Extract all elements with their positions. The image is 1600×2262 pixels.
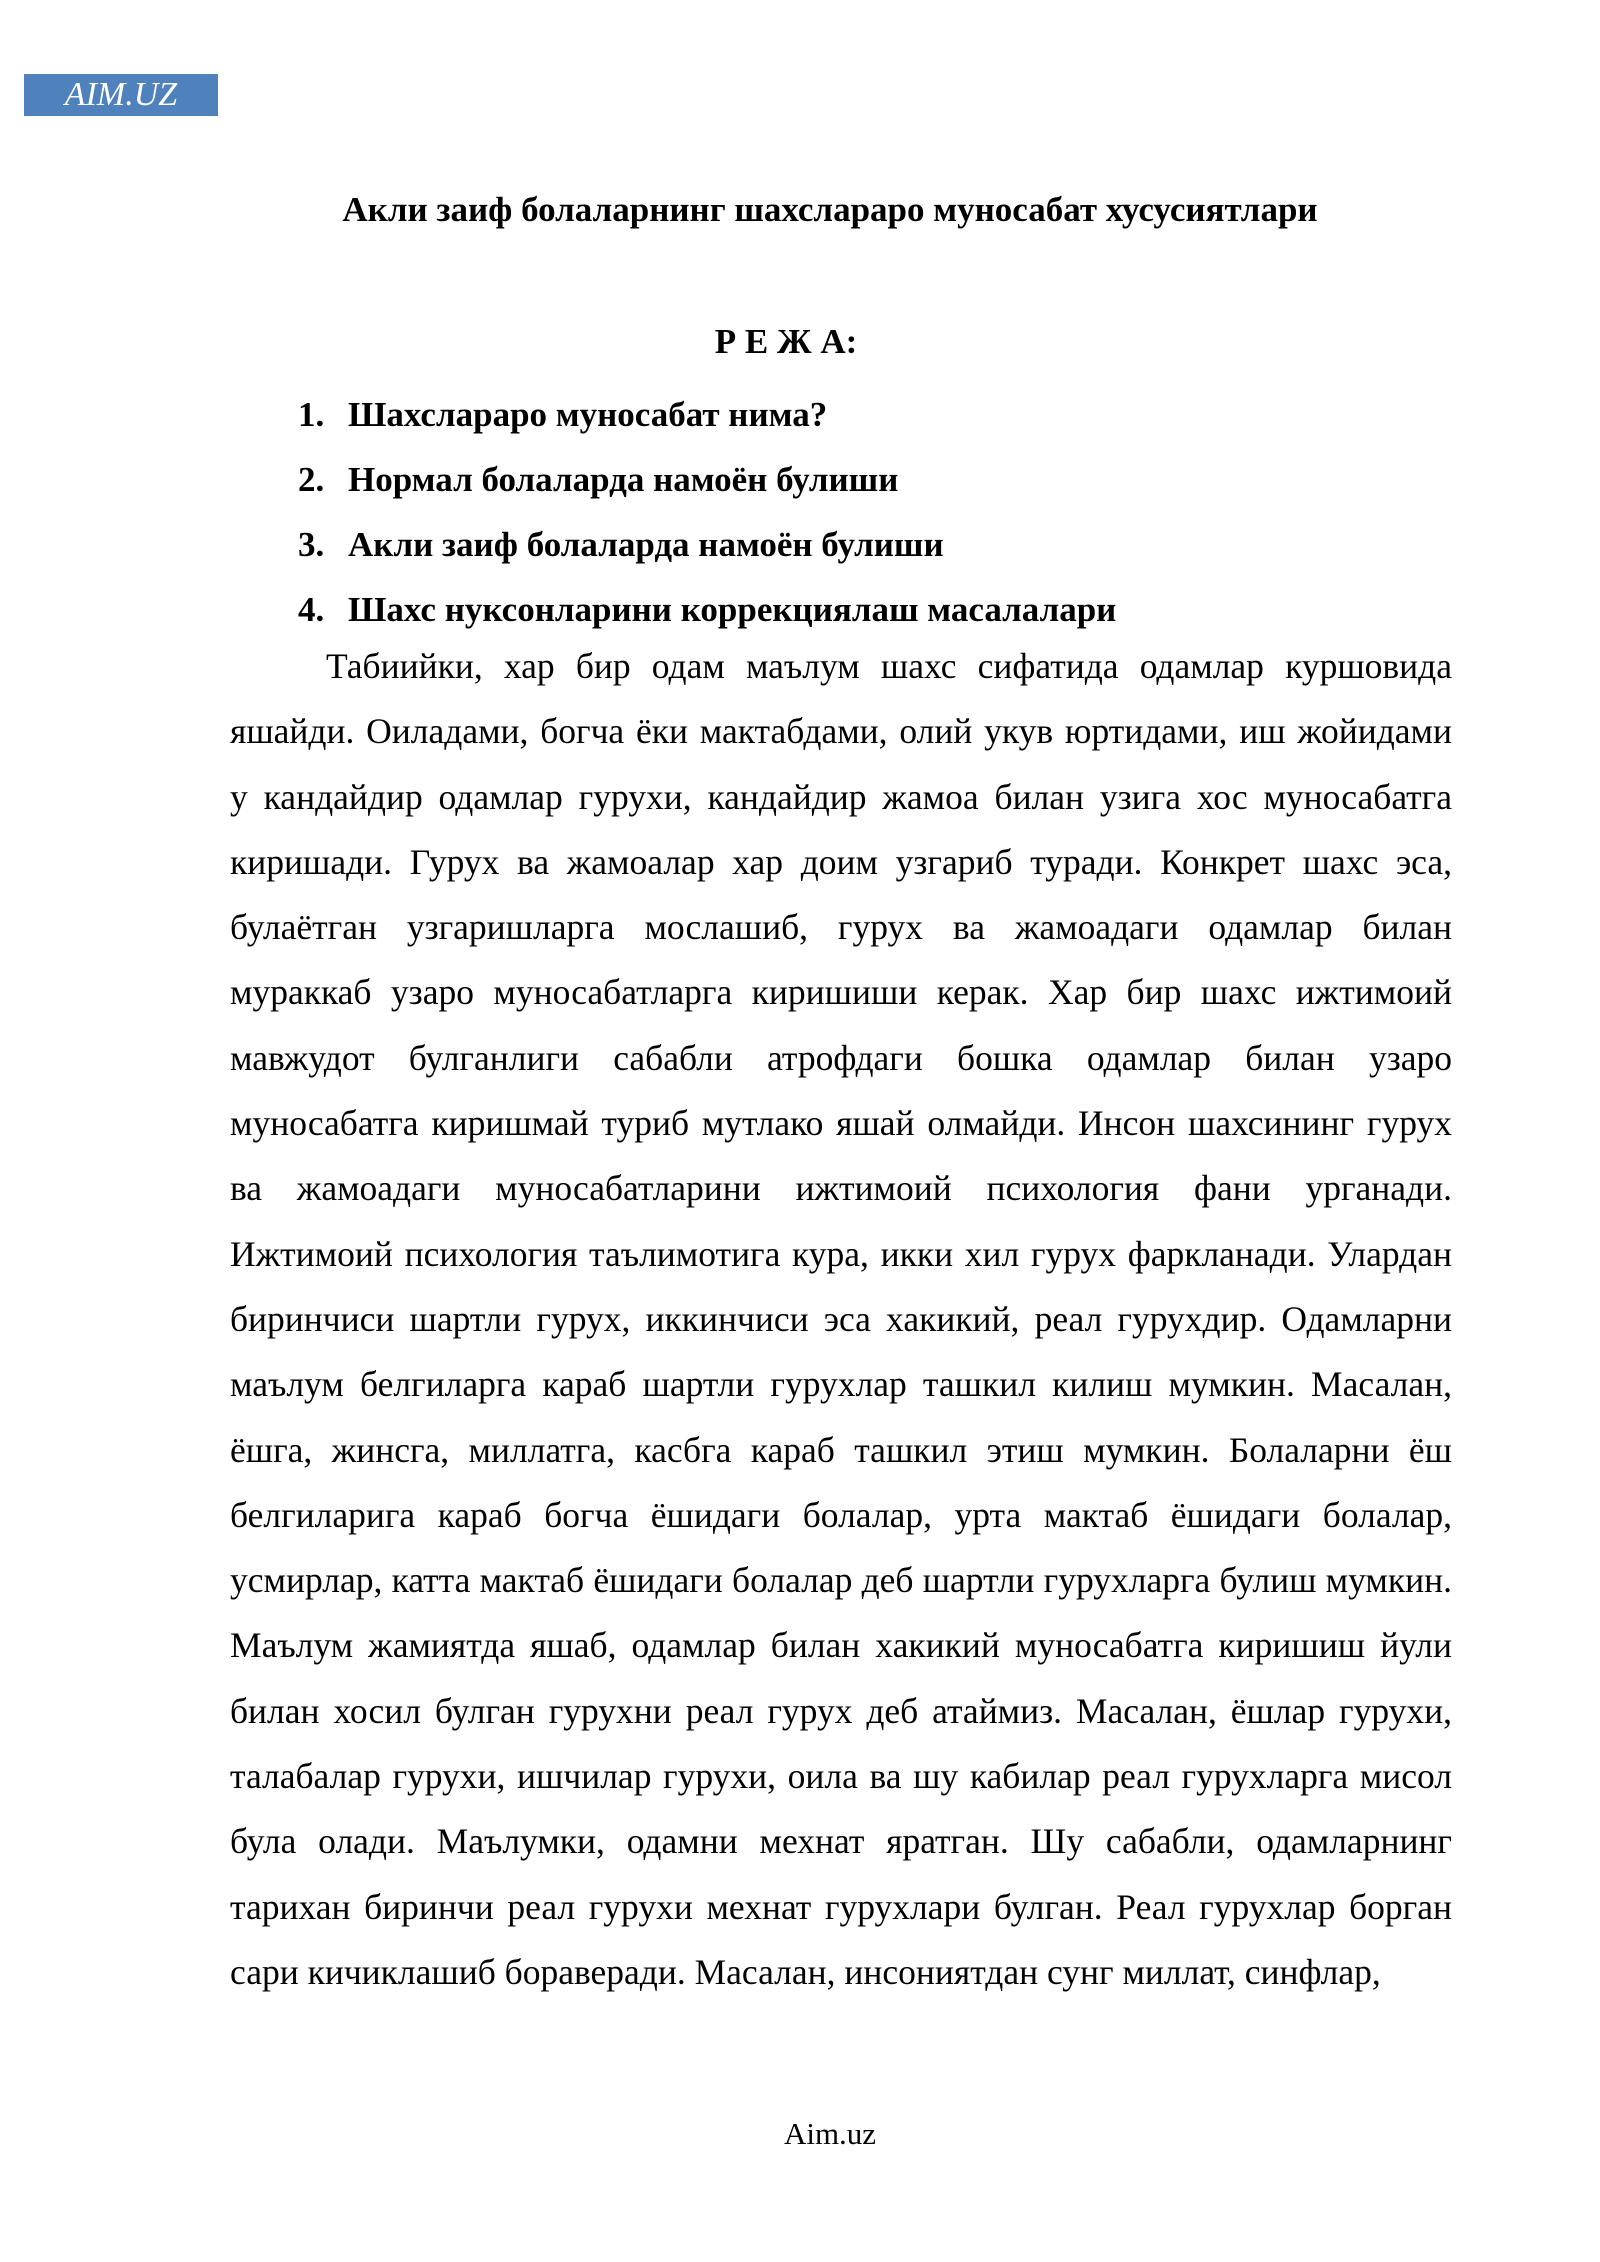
plan-item <box>298 512 1116 577</box>
page-footer: Aim.uz <box>783 2116 877 2151</box>
plan-item <box>298 382 1116 447</box>
plan-list <box>298 382 1116 642</box>
plan-item-number: 3. <box>298 525 325 564</box>
plan-item-text: Шахс нуксонларини коррекциялаш масалалари <box>348 590 1117 629</box>
plan-item-number: 4. <box>298 590 325 629</box>
aim-logo-badge: AIM.UZ <box>24 74 218 116</box>
plan-item <box>298 577 1116 642</box>
plan-item-number: 2. <box>298 460 325 499</box>
plan-item <box>298 447 1116 512</box>
plan-item-text: Шахслараро муносабат нима? <box>348 395 828 434</box>
plan-item-text: Акли заиф болаларда намоён булиши <box>348 525 944 564</box>
document-title: Акли заиф болаларнинг шахслараро муносабат хусусиятлари <box>342 190 1318 229</box>
plan-item-text: Нормал болаларда намоён булиши <box>348 460 899 499</box>
plan-item-number: 1. <box>298 395 325 434</box>
body-paragraph: Табиийки, хар бир одам маълум шахс сифатида одамлар куршовида яшайди. Оиладами, богча ёки мактабдами, олий укув юртидами, иш жойидами у кандайдир одамлар гурухи, кандайдир жамоа билан узига хос муносабатга киришади. Гурух ва жамоалар хар доим узгариб туради. Конкрет шахс эса, булаётган узгаришларга мослашиб, гурух ва жамоадаги одамлар билан мураккаб узаро муносабатларга киришиши керак. Хар бир шахс ижтимоий мавжудот булганлиги сабабли атрофдаги бошка одамлар билан узаро муносабатга киришмай туриб мутлако яшай олмайди. Инсон шахсининг гурух ва жамоадаги муносабатларини ижтимоий психология фани урганади. Ижтимоий психология таълимотига кура, икки хил гурух фаркланади. Улардан биринчиси шартли гурух, иккинчиси эса хакикий, реал гурухдир. Одамларни маълум белгиларга караб шартли гурухлар ташкил килиш мумкин. Масалан, ёшга, жинсга, миллатга, касбга караб ташкил этиш мумкин. Болаларни ёш белгиларига караб богча ёшидаги болалар, урта мактаб ёшидаги болалар, усмирлар, катта мактаб ёшидаги болалар деб шартли гурухларга булиш мумкин. Маълум жамиятда яшаб, одамлар билан хакикий муносабатга киришиш йули билан хосил булган гурухни реал гурух деб атаймиз. Масалан, ёшлар гурухи, талабалар гурухи, ишчилар гурухи, оила ва шу кабилар реал гурухларга мисол була олади. Маълумки, одамни мехнат яратган. Шу сабабли, одамларнинг тарихан биринчи реал гурухи мехнат гурухлари булган. Реал гурухлар борган сари кичиклашиб бораверади. Масалан, инсониятдан сунг миллат, синфлар, <box>230 646 1452 1992</box>
plan-heading: Р Е Ж А: <box>714 322 858 361</box>
